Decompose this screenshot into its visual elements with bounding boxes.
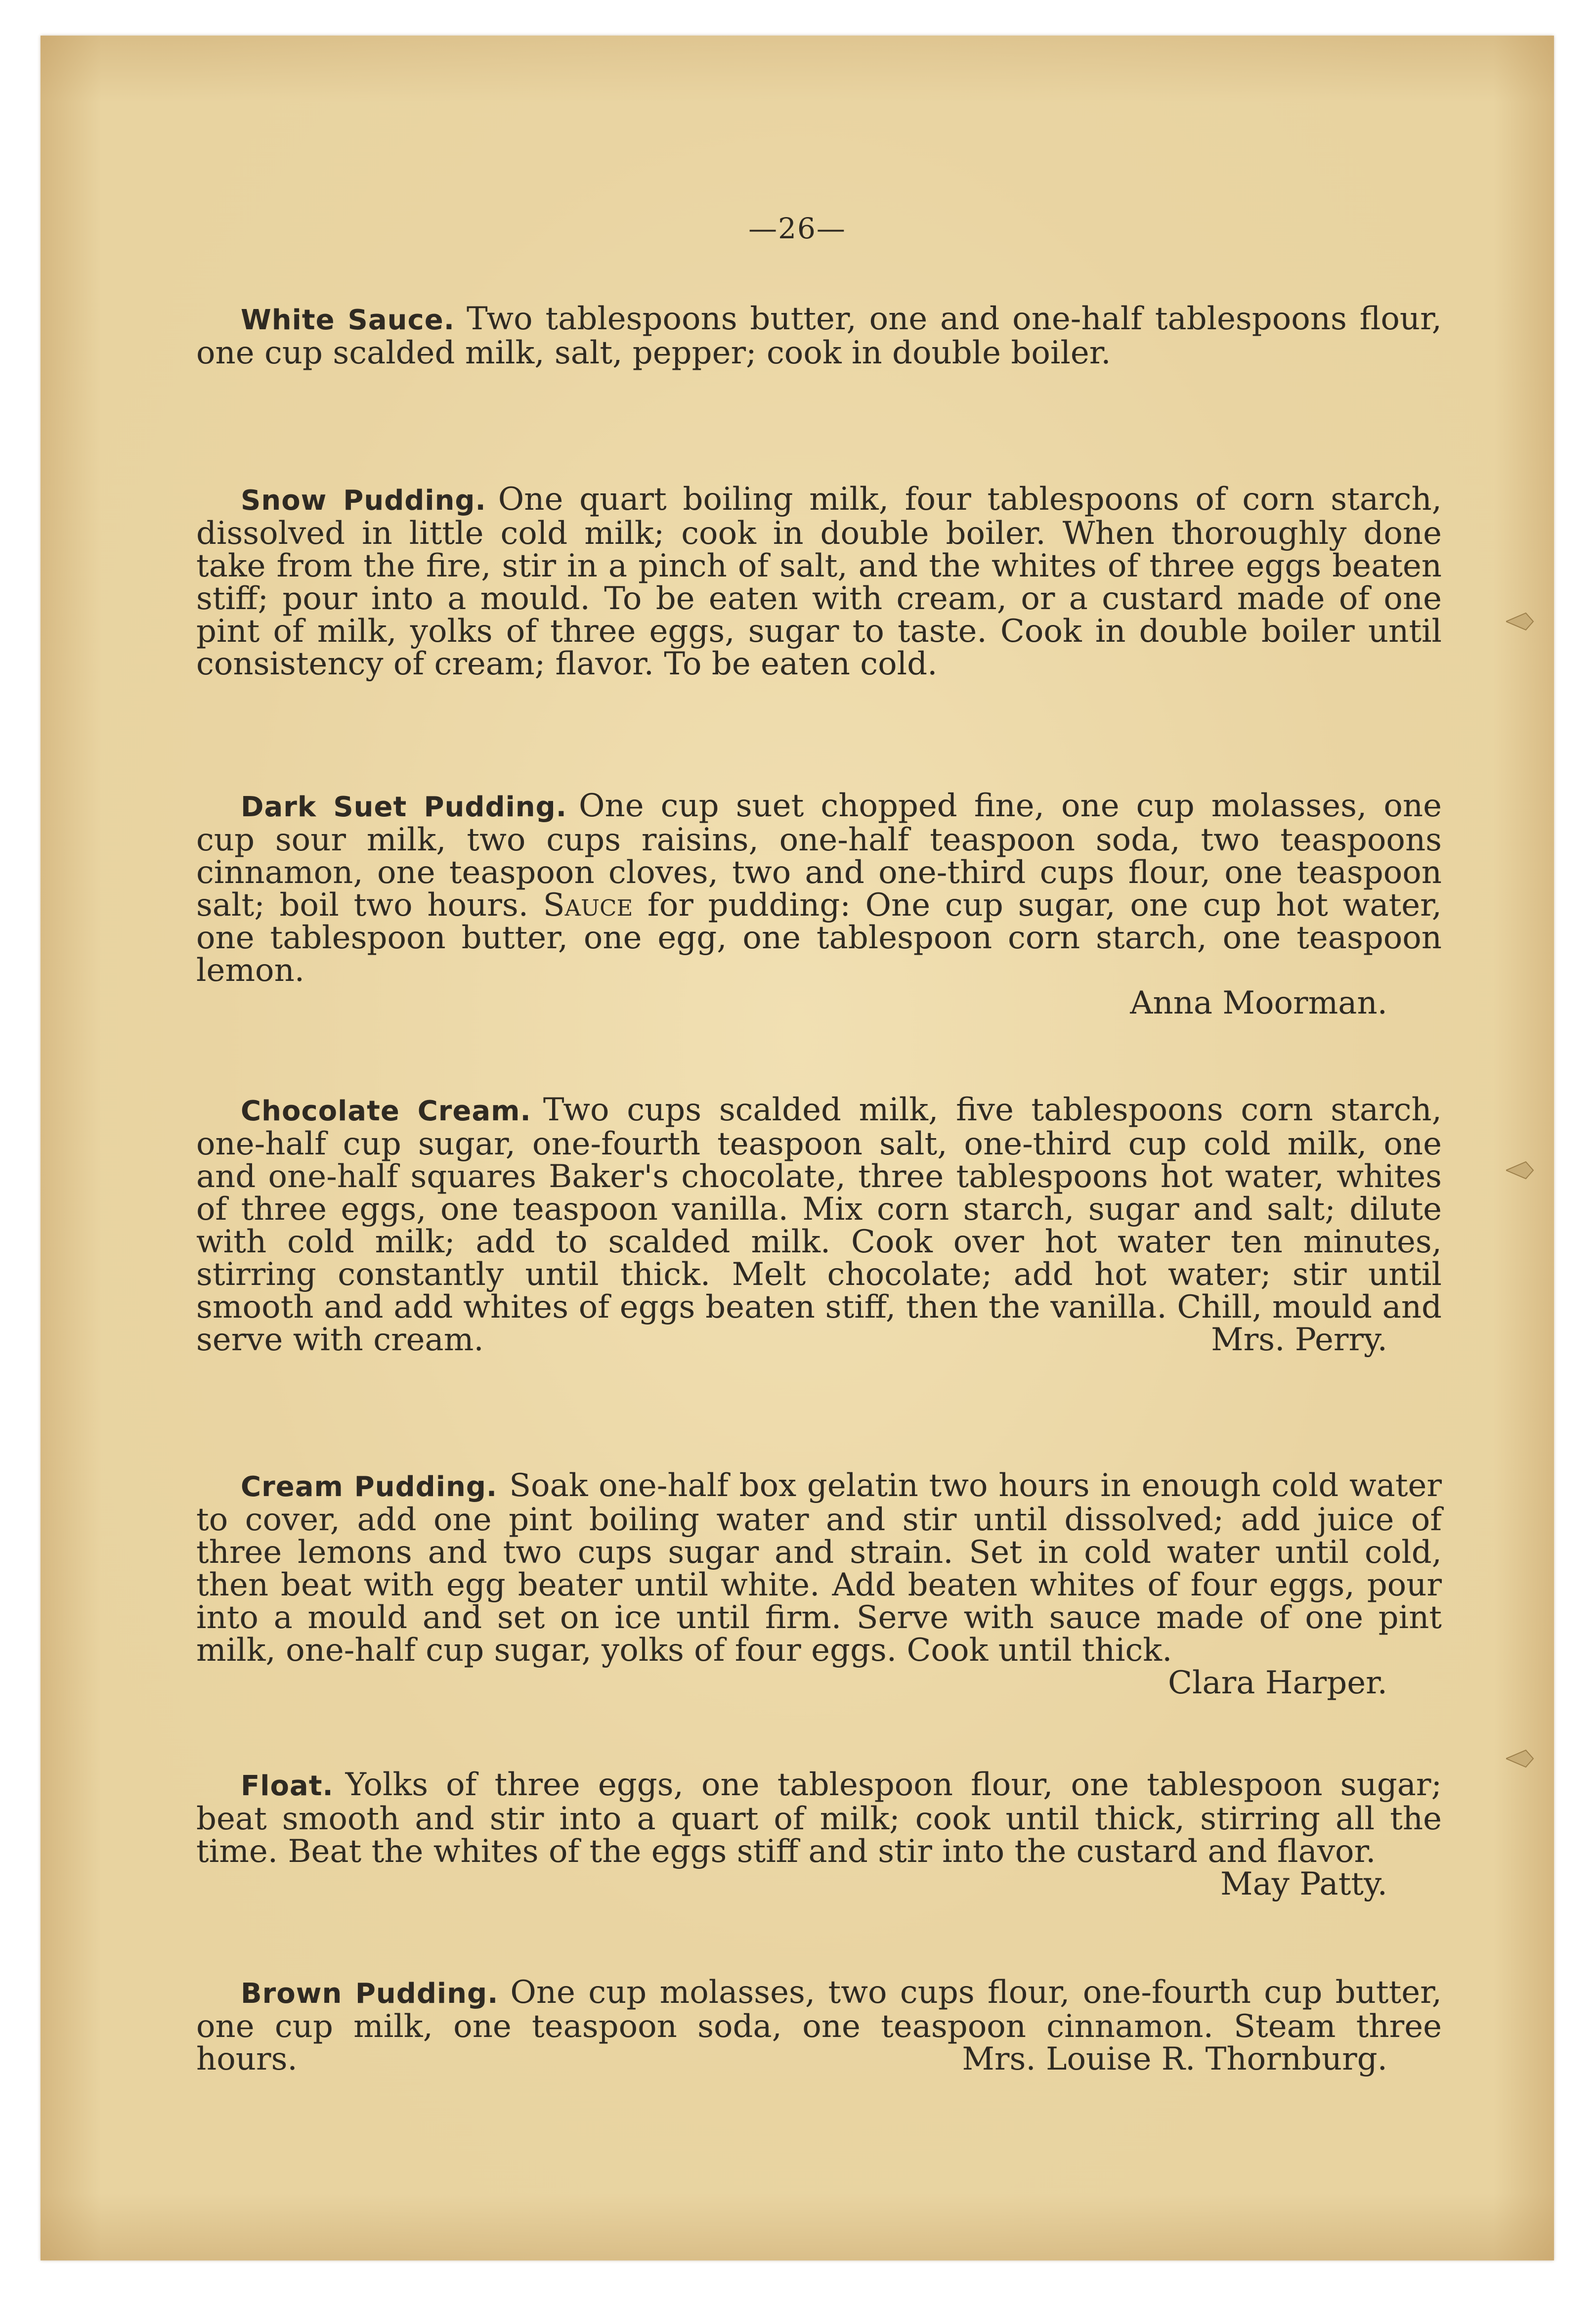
book-page <box>41 36 1554 2260</box>
recipe-body-part1: One cup suet chopped fine, one cup molasses, one cup sour milk, two cups raisins, one-half teaspoon soda, two teaspoons cinnamon, one teaspoon cloves, two and one-third cups flour, one teaspoon salt; boil two hours. <box>196 788 1442 924</box>
binding-tab-icon <box>1506 609 1536 634</box>
recipe-body: One cup molasses, two cups flour, one-fourth cup butter, one cup milk, one teaspoon soda, one teaspoon cinnamon. Steam three hours. <box>196 1974 1442 2077</box>
recipe-title: Cream Pudding. <box>241 1471 498 1503</box>
recipe-body: Two tablespoons butter, one and one-half tablespoons flour, one cup scalded milk, salt, pepper; cook in double boiler. <box>196 301 1442 371</box>
recipe-dark-suet-pudding <box>196 790 1442 1019</box>
recipe-title: Dark Suet Pudding. <box>241 791 567 823</box>
recipe-body: Two cups scalded milk, five tablespoons corn starch, one-half cup sugar, one-fourth teaspoon salt, one-third cup cold milk, one and one-half squares Baker's chocolate, three tablespoons hot water, whites of three eggs, one teaspoon vanilla. Mix corn starch, sugar and salt; dilute with cold milk; add to scalded milk. Cook over hot water ten minutes, stirring constantly until thick. Melt chocolate; add hot water; stir until smooth and add whites of eggs beaten stiff, then the vanilla. Chill, mould and serve with cream. <box>196 1092 1442 1358</box>
recipe-signature: May Patty. <box>1220 1866 1387 1902</box>
sauce-label: Sauce <box>543 887 633 924</box>
binding-tab-icon <box>1506 1746 1536 1771</box>
recipe-title: Snow Pudding. <box>241 485 486 517</box>
page-number: —26— <box>748 212 846 245</box>
recipe-float <box>196 1768 1442 1900</box>
recipe-body: One quart boiling milk, four tablespoons of corn starch, dissolved in little cold milk; cook in double boiler. When thoroughly done take from the fire, stir in a pinch of salt, and the whites of three eggs beaten stiff; pour into a mould. To be eaten with cream, or a custard made of one pint of milk, yolks of three eggs, sugar to taste. Cook in double boiler until consistency of cream; flavor. To be eaten cold. <box>196 481 1442 682</box>
recipe-signature: Mrs. Louise R. Thornburg. <box>962 2041 1387 2077</box>
recipe-white-sauce <box>196 303 1442 369</box>
recipe-title: White Sauce. <box>241 304 455 336</box>
recipe-signature: Anna Moorman. <box>1130 985 1387 1021</box>
recipe-body-part2: for pudding: One cup sugar, one cup hot water, one tablespoon butter, one egg, one tablespoon corn starch, one teaspoon lemon. <box>196 887 1442 989</box>
recipe-cream-pudding <box>196 1469 1442 1699</box>
recipe-brown-pudding <box>196 1976 1442 2076</box>
recipe-snow-pudding <box>196 483 1442 680</box>
recipe-body: Soak one-half box gelatin two hours in enough cold water to cover, add one pint boiling water and stir until dissolved; add juice of three lemons and two cups sugar and strain. Set in cold water until cold, then beat with egg beater until white. Add beaten whites of four eggs, pour into a mould and set on ice until firm. Serve with sauce made of one pint milk, one-half cup sugar, yolks of four eggs. Cook until thick. <box>196 1467 1442 1669</box>
recipe-title: Float. <box>241 1770 334 1802</box>
recipe-title: Chocolate Cream. <box>241 1095 531 1127</box>
binding-tab-icon <box>1506 1158 1536 1183</box>
recipe-body: Yolks of three eggs, one tablespoon flour, one tablespoon sugar; beat smooth and stir into a quart of milk; cook until thick, stirring all the time. Beat the whites of the eggs stiff and stir into the custard and flavor. <box>196 1767 1442 1870</box>
recipe-chocolate-cream <box>196 1094 1442 1356</box>
recipe-signature: Mrs. Perry. <box>1211 1322 1387 1358</box>
recipe-title: Brown Pudding. <box>241 1978 499 2010</box>
recipe-signature: Clara Harper. <box>1168 1665 1387 1701</box>
